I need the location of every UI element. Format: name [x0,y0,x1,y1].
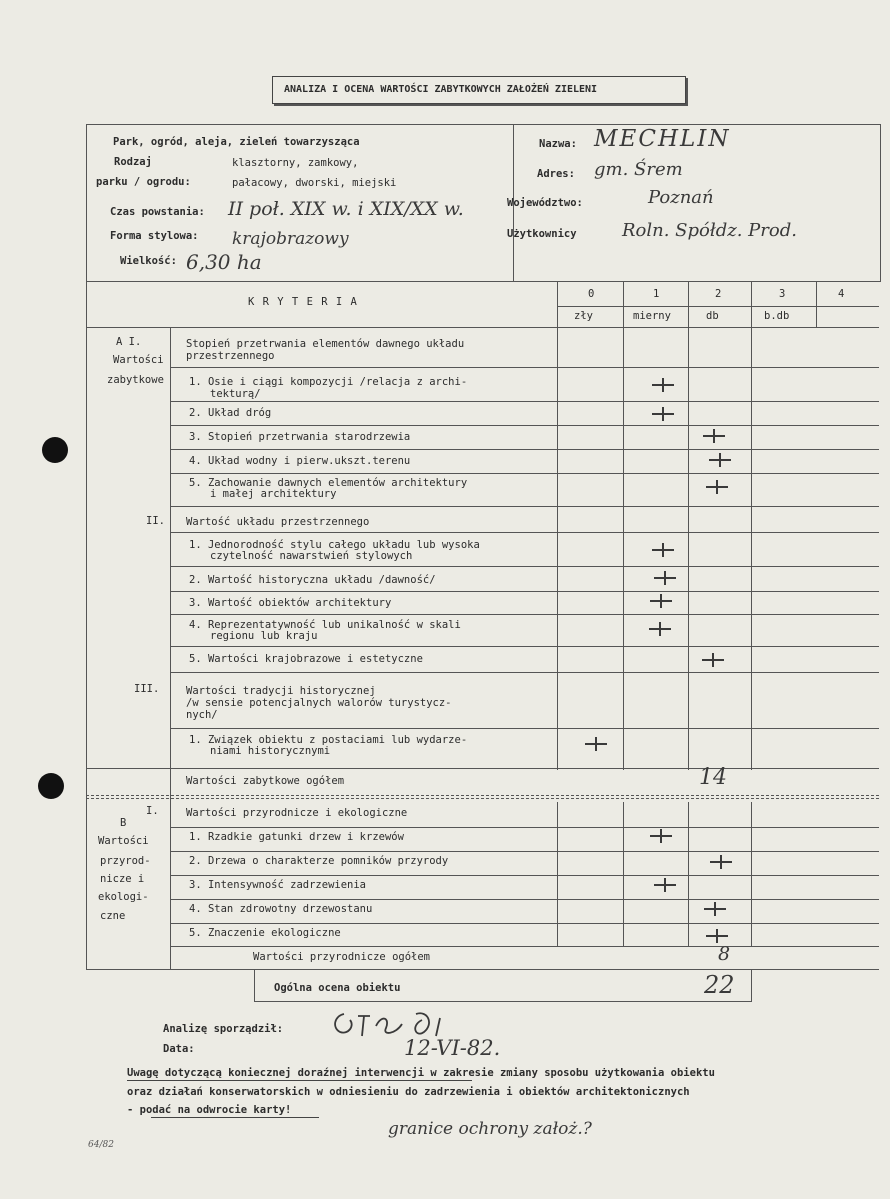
g3-item-1: 1. Związek obiektu z postaciami lub wydarze- [189,734,468,746]
bottom-handwritten-note: granice ochrony założ.? [388,1119,592,1139]
mark-plus [709,453,731,467]
czas-value: II poł. XIX w. i XIX/XX w. [228,198,464,220]
adres-value: gm. Śrem [594,159,683,180]
mark-plus [585,737,607,751]
score-3-number: 3 [779,288,786,300]
group-2-title: Wartość układu przestrzennego [186,516,370,528]
note-line-3: - podać na odwrocie karty! [127,1104,292,1116]
g1-item-1: 1. Osie i ciągi kompozycji /relacja z archi- [189,376,468,388]
mark-plus [652,378,674,392]
mark-plus [703,429,725,443]
page-reference: 64/82 [88,1140,114,1150]
group-3-title-2: /w sensie potencjalnych walorów turystycz- [186,697,452,709]
b-item-1: 1. Rzadkie gatunki drzew i krzewów [189,831,404,843]
mark-plus [654,571,676,585]
zabytkowe-total-value: 14 [699,765,727,790]
analyzed-by-label: Analizę sporządził: [163,1023,284,1035]
mark-plus [652,543,674,557]
section-b-label: B [120,817,127,829]
g2-item-2: 2. Wartość historyczna układu /dawność/ [189,574,436,586]
g1-item-4: 4. Układ wodny i pierw.ukszt.terenu [189,455,411,467]
type-line: Park, ogród, aleja, zieleń towarzysząca [113,136,360,148]
g1-item-1-line2: tekturą/ [210,388,261,400]
score-0-number: 0 [588,288,595,300]
nazwa-label: Nazwa: [539,138,577,150]
g1-item-2: 2. Układ dróg [189,407,272,419]
nazwa-value: MECHLIN [594,126,731,152]
adres-label: Adres: [537,168,575,180]
b-item-5: 5. Znaczenie ekologiczne [189,927,341,939]
score-1-desc: mierny [633,310,671,322]
g3-item-1-line2: niami historycznymi [210,745,331,757]
wojewodztwo-label: Województwo: [507,197,583,209]
b-item-4: 4. Stan zdrowotny drzewostanu [189,903,373,915]
mark-plus [654,878,676,892]
criteria-label: K R Y T E R I A [248,296,358,308]
rodzaj-label: Rodzaj [114,156,152,168]
score-3-desc: b.db [764,310,790,322]
section-a-label-3: zabytkowe [107,374,164,386]
wielkosc-value: 6,30 ha [186,250,262,274]
rodzaj-options-1: klasztorny, zamkowy, [232,157,359,169]
mark-plus [710,855,732,869]
mark-plus [702,653,724,667]
score-2-number: 2 [715,288,722,300]
group-1-title-2: przestrzennego [186,350,275,362]
form-title: ANALIZA I OCENA WARTOŚCI ZABYTKOWYCH ZAŁOŻEŃ ZIELENI [284,84,598,95]
g1-item-3: 3. Stopień przetrwania starodrzewia [189,431,411,443]
date-label: Data: [163,1043,195,1055]
group-1-title: Stopień przetrwania elementów dawnego układu [186,338,465,350]
g2-item-5: 5. Wartości krajobrazowe i estetyczne [189,653,423,665]
przyrodnicze-total-label: Wartości przyrodnicze ogółem [253,951,431,963]
score-1-number: 1 [653,288,660,300]
g1-item-5-line2: i małej architektury [210,488,337,500]
g2-item-4-line2: regionu lub kraju [210,630,318,642]
mark-plus [652,407,674,421]
note-line-2: oraz działań konserwatorskich w odniesieniu do zadrzewienia i obiektów architektonicznych [127,1086,690,1098]
date-value: 12-VI-82. [404,1036,501,1060]
score-0-desc: zły [574,310,593,322]
punch-hole-bottom [38,773,64,799]
g2-item-3: 3. Wartość obiektów architektury [189,597,392,609]
note-line-1: Uwagę dotyczącą koniecznej doraźnej interwencji w zakresie zmiany sposobu użytkowania obiektu [127,1067,715,1079]
wojewodztwo-value: Poznań [648,187,714,208]
overall-label: Ogólna ocena obiektu [274,982,401,994]
czas-label: Czas powstania: [110,206,205,218]
forma-value: krajobrazowy [232,229,349,249]
b-item-3: 3. Intensywność zadrzewienia [189,879,367,891]
group-3-title: Wartości tradycji historycznej [186,685,376,697]
mark-plus [706,480,728,494]
overall-value: 22 [704,971,735,999]
rodzaj-label-2: parku / ogrodu: [96,176,191,188]
punch-hole-top [42,437,68,463]
forma-label: Forma stylowa: [110,230,199,242]
mark-plus [650,594,672,608]
section-b-label-5: ekologi- [98,891,149,903]
group-3-title-3: nych/ [186,709,218,721]
mark-plus [649,622,671,636]
section-b-roman: I. [146,805,159,817]
rodzaj-options-2: pałacowy, dworski, miejski [232,177,397,189]
section-a-label: A I. [116,336,142,348]
group-2-roman: II. [146,515,165,527]
section-b-title: Wartości przyrodnicze i ekologiczne [186,807,408,819]
mark-plus [650,829,672,843]
uzytkownicy-value: Roln. Spółdz. Prod. [622,220,797,241]
section-b-label-4: nicze i [100,873,145,885]
group-3-roman: III. [134,683,160,695]
mark-plus [704,902,726,916]
g2-item-1: 1. Jednorodność stylu całego układu lub wysoka [189,539,480,551]
przyrodnicze-total-value: 8 [718,943,731,965]
g2-item-4: 4. Reprezentatywność lub unikalność w skali [189,619,461,631]
g1-item-5: 5. Zachowanie dawnych elementów architektury [189,477,468,489]
uzytkownicy-label: Użytkownicy [507,228,577,240]
score-4-number: 4 [838,288,845,300]
section-b-label-2: Wartości [98,835,149,847]
mark-plus [706,929,728,943]
section-b-label-3: przyrod- [100,855,151,867]
g2-item-1-line2: czytelność nawarstwień stylowych [210,550,413,562]
section-b-label-6: czne [100,910,126,922]
zabytkowe-total-label: Wartości zabytkowe ogółem [186,775,345,787]
score-2-desc: db [706,310,719,322]
wielkosc-label: Wielkość: [120,255,177,267]
section-a-label-2: Wartości [113,354,164,366]
b-item-2: 2. Drzewa o charakterze pomników przyrody [189,855,449,867]
